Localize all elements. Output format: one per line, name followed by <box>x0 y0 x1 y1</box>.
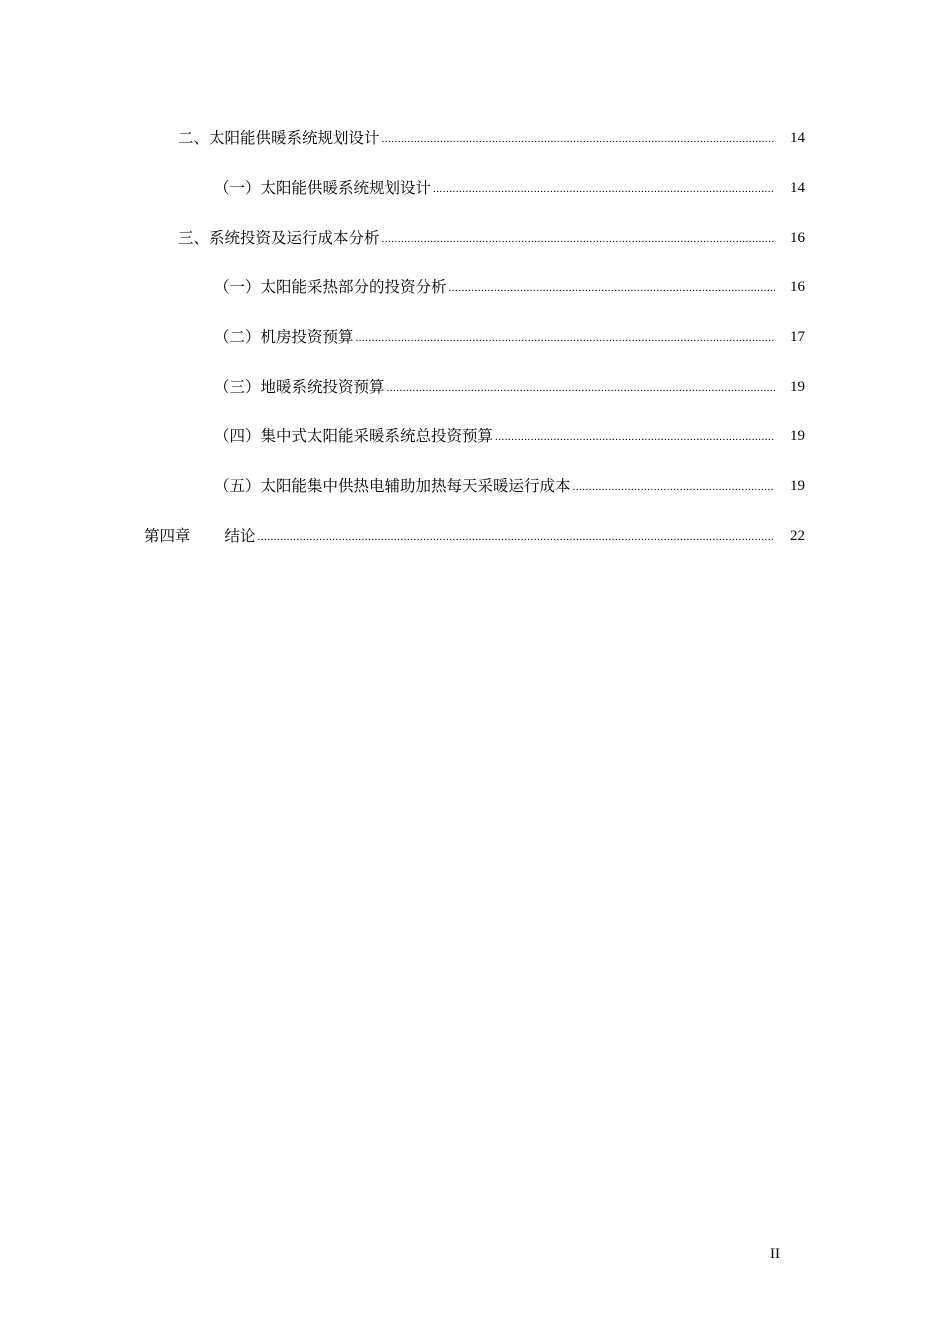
toc-entry-title: （一）太阳能采热部分的投资分析 <box>214 278 447 296</box>
toc-dot-leader <box>449 280 775 296</box>
toc-entry-page: 19 <box>790 428 805 444</box>
toc-entry-title: 三、系统投资及运行成本分析 <box>178 229 380 247</box>
toc-entry-page: 19 <box>790 379 805 395</box>
toc-entry-title: （四）集中式太阳能采暖系统总投资预算 <box>214 427 494 445</box>
toc-entry-title: （一）太阳能供暖系统规划设计 <box>214 179 432 197</box>
toc-entry-section-3-4[interactable] <box>214 425 805 447</box>
toc-entry-page: 16 <box>790 230 805 246</box>
toc-entry-section-3-3[interactable] <box>214 376 805 398</box>
toc-dot-leader <box>495 429 775 445</box>
toc-entry-section-2-1[interactable] <box>214 177 805 199</box>
toc-entry-section-2[interactable] <box>178 127 805 149</box>
toc-entry-section-3-1[interactable] <box>214 276 805 298</box>
toc-dot-leader <box>387 380 775 396</box>
toc-entry-title: （五）太阳能集中供热电辅助加热每天采暖运行成本 <box>214 477 571 495</box>
toc-dot-leader <box>382 231 775 247</box>
toc-entry-page: 16 <box>790 279 805 295</box>
toc-entry-title <box>144 525 256 547</box>
toc-entry-page: 14 <box>790 180 805 196</box>
toc-entry-page: 14 <box>790 130 805 146</box>
toc-dot-leader <box>382 131 775 147</box>
toc-dot-leader <box>573 479 775 495</box>
toc-entry-page: 19 <box>790 478 805 494</box>
toc-entry-chapter-4[interactable] <box>144 525 805 547</box>
toc-dot-leader <box>356 330 775 346</box>
toc-entry-page: 22 <box>790 528 805 544</box>
toc-chapter-title: 结论 <box>224 527 256 545</box>
toc-entry-section-3-5[interactable] <box>214 475 805 497</box>
toc-dot-leader <box>258 529 775 545</box>
toc-entry-page: 17 <box>790 329 805 345</box>
toc-entry-section-3[interactable] <box>178 227 805 249</box>
toc-entry-title: （三）地暖系统投资预算 <box>214 378 385 396</box>
toc-chapter-label: 第四章 <box>144 527 191 545</box>
toc-entry-section-3-2[interactable] <box>214 326 805 348</box>
page-number: II <box>770 1246 780 1262</box>
toc-entry-title: （二）机房投资预算 <box>214 328 354 346</box>
toc-dot-leader <box>433 181 775 197</box>
toc-entry-title: 二、太阳能供暖系统规划设计 <box>178 129 380 147</box>
